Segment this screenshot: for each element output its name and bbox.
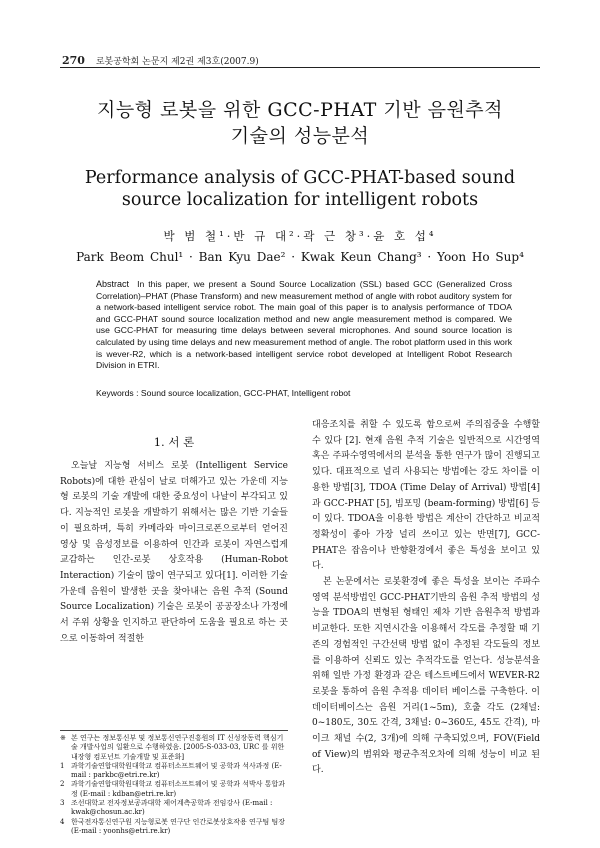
footnote-text: 조선대학교 전자정보공과대학 제어계측공학과 전임강사 (E-mail : kwak@chosun.ac.kr) bbox=[71, 799, 273, 817]
footnote-text: 한국전자통신연구원 지능형로봇 연구단 인간로봇상호작용 연구팀 팀장 (E-mail : yoonhs@etri.re.kr) bbox=[71, 817, 285, 835]
journal-name: 로봇공학회 논문지 제2권 제3호(2007.9) bbox=[95, 57, 259, 67]
footnote-mark: 3 bbox=[60, 799, 65, 808]
intro-paragraph-left: 오늘날 지능형 서비스 로봇 (Intelligent Service Robots)에 대한 관심이 날로 더해가고 있는 가운데 지능형 로봇의 기술 개발에 대한 중요성이 나날이 부각되고 있다. 지능적인 로봇을 개발하기 위해서는 많은 기반 기술들이 필요하며, 특히 카메라와 마이크로폰으로부터 얻어진 영상 및 음성정보를 이용하여 인간과 로봇이 자연스럽게 교감하는 인간-로봇 상호작용 (Human-Robot Interaction) 기술이 많이 연구되고 있다[1]. 이러한 기술 가운데 음원이 발생한 곳을 찾아내는 음원 추적 (Sound Source Localization) 기술은 로봇이 공공장소나 가정에서 주위 상황을 인지하고 판단하여 도움을 필요로 하는 곳으로 이동하여 적절한 bbox=[60, 461, 288, 644]
title-english-line-2: source localization for intelligent robots bbox=[121, 190, 479, 210]
intro-paragraph-right-2: 본 논문에서는 로봇환경에 좋은 특성을 보이는 주파수영역 분석방법인 GCC-PHAT기반의 음원 추적 방법의 성능을 TDOA의 변형된 형태인 제차 기반 음원추적 방법과 비교한다. 또한 지연시간을 이용해서 각도를 추정할 때 기존의 경험적인 구간선택 방법 없이 추정된 각도들의 정보를 이용하여 신뢰도 있는 추적각도를 얻는다. 성능분석을 위해 일반 가정 환경과 같은 테스트베드에서 WEVER-R2 로봇을 통하여 음원 추적용 데이터 베이스를 구축한다. 이 데이터베이스는 음원 거리(1~5m), 호출 각도 (2채널: 0~180도, 30도 간격, 3채널: 0~360도, 45도 간격), 마이크 채널 수(2, 3개)에 의해 구축되었으며, FOV(Field of View)의 범위와 평균추적오차에 의해 성능이 비교 된다. bbox=[312, 577, 540, 776]
footnotes bbox=[60, 734, 288, 836]
running-head bbox=[62, 54, 259, 67]
footnote bbox=[60, 799, 288, 818]
abstract bbox=[96, 279, 512, 372]
keywords-label: Keywords bbox=[96, 388, 134, 398]
keywords bbox=[96, 388, 512, 398]
footnote-text: 본 연구는 정보통신부 및 정보통신연구진흥원의 IT 신성장동력 핵심기술 개발사업의 일환으로 수행하였음. [2005-S-033-03, URC 를 위한 내장형 컴포넌트 기술개발 및 표준화] bbox=[71, 734, 285, 761]
footnote bbox=[60, 780, 288, 799]
title-korean-line-1: 지능형 로봇을 위한 GCC-PHAT 기반 음원추적 bbox=[96, 99, 504, 121]
abstract-text: In this paper, we present a Sound Source Localization (SSL) based GCC (Generalized Cross Correlation)–PHAT (Phase Transform) and new measurement method of angle with robot auditory system for a network-based intelligent service robot. The main goal of this paper is to analysis performance of TDOA and GCC-PHAT sound source localization method and new angle measurement method is compared. We use GCC-PHAT for measuring time delays between several microphones. And sound source location is calculated by using time delays and new measurement method of angle. The robot platform used in this work is wever-R2, which is a network-based intelligent service robot developed at Intelligent Robot Research Division in ETRI. bbox=[96, 279, 512, 371]
footnote-rule bbox=[60, 730, 288, 731]
left-column bbox=[60, 434, 288, 647]
footnote-mark: 2 bbox=[60, 780, 65, 789]
intro-paragraph-right-1: 대응조치를 취할 수 있도록 함으로써 주의집중을 수행할 수 있다 [2]. 현재 음원 추적 기술은 일반적으로 시간영역 혹은 주파수영역에서의 분석을 통한 연구가 많이 진행되고 있다. 대표적으로 널리 사용되는 방법에는 강도 차이를 이용한 방법[3], TDOA (Time Delay of Arrival) 방법[4]과 GCC-PHAT [5], 빔포밍 (beam-forming) 방법[6] 등이 있다. TDOA을 이용한 방법은 계산이 간단하고 비교적 정확성이 좋아 가장 널리 쓰이고 있는 반면[7], GCC-PHAT은 잡음이나 반향환경에서 좋은 특성을 보이고 있다. bbox=[312, 420, 540, 572]
footnote-mark: 1 bbox=[60, 761, 65, 770]
authors-korean: 박 범 철¹·반 규 대²·곽 근 창³·윤 호 섭⁴ bbox=[163, 229, 437, 243]
footnote-mark: ※ bbox=[60, 734, 66, 742]
footnote bbox=[60, 734, 288, 762]
section-heading: 1. 서 론 bbox=[153, 435, 195, 449]
footnote bbox=[60, 762, 288, 781]
footnote-text: 과학기술연합대학원대학교 컴퓨터소프트웨어 및 공학과 석사과정 (E-mail : parkbc@etri.re.kr) bbox=[71, 761, 282, 780]
footnote-mark: 4 bbox=[60, 817, 65, 826]
page-number: 270 bbox=[62, 54, 85, 67]
title-english-line-1: Performance analysis of GCC-PHAT-based sound bbox=[84, 168, 516, 188]
authors-english: Park Beom Chul¹ · Ban Kyu Dae² · Kwak Keun Chang³ · Yoon Ho Sup⁴ bbox=[76, 250, 524, 264]
abstract-label: Abstract bbox=[96, 279, 130, 289]
right-column bbox=[312, 418, 540, 779]
footnote-text: 과학기술연합대학원대학교 컴퓨터소프트웨어 및 공학과 석박사 통합과정 (E-mail : kdban@etri.re.kr) bbox=[71, 780, 285, 798]
title-korean-line-2: 기술의 성능분석 bbox=[230, 125, 370, 147]
header-rule bbox=[60, 67, 540, 68]
footnote bbox=[60, 818, 288, 837]
keywords-text: : Sound source localization, GCC-PHAT, Intelligent robot bbox=[136, 388, 351, 398]
